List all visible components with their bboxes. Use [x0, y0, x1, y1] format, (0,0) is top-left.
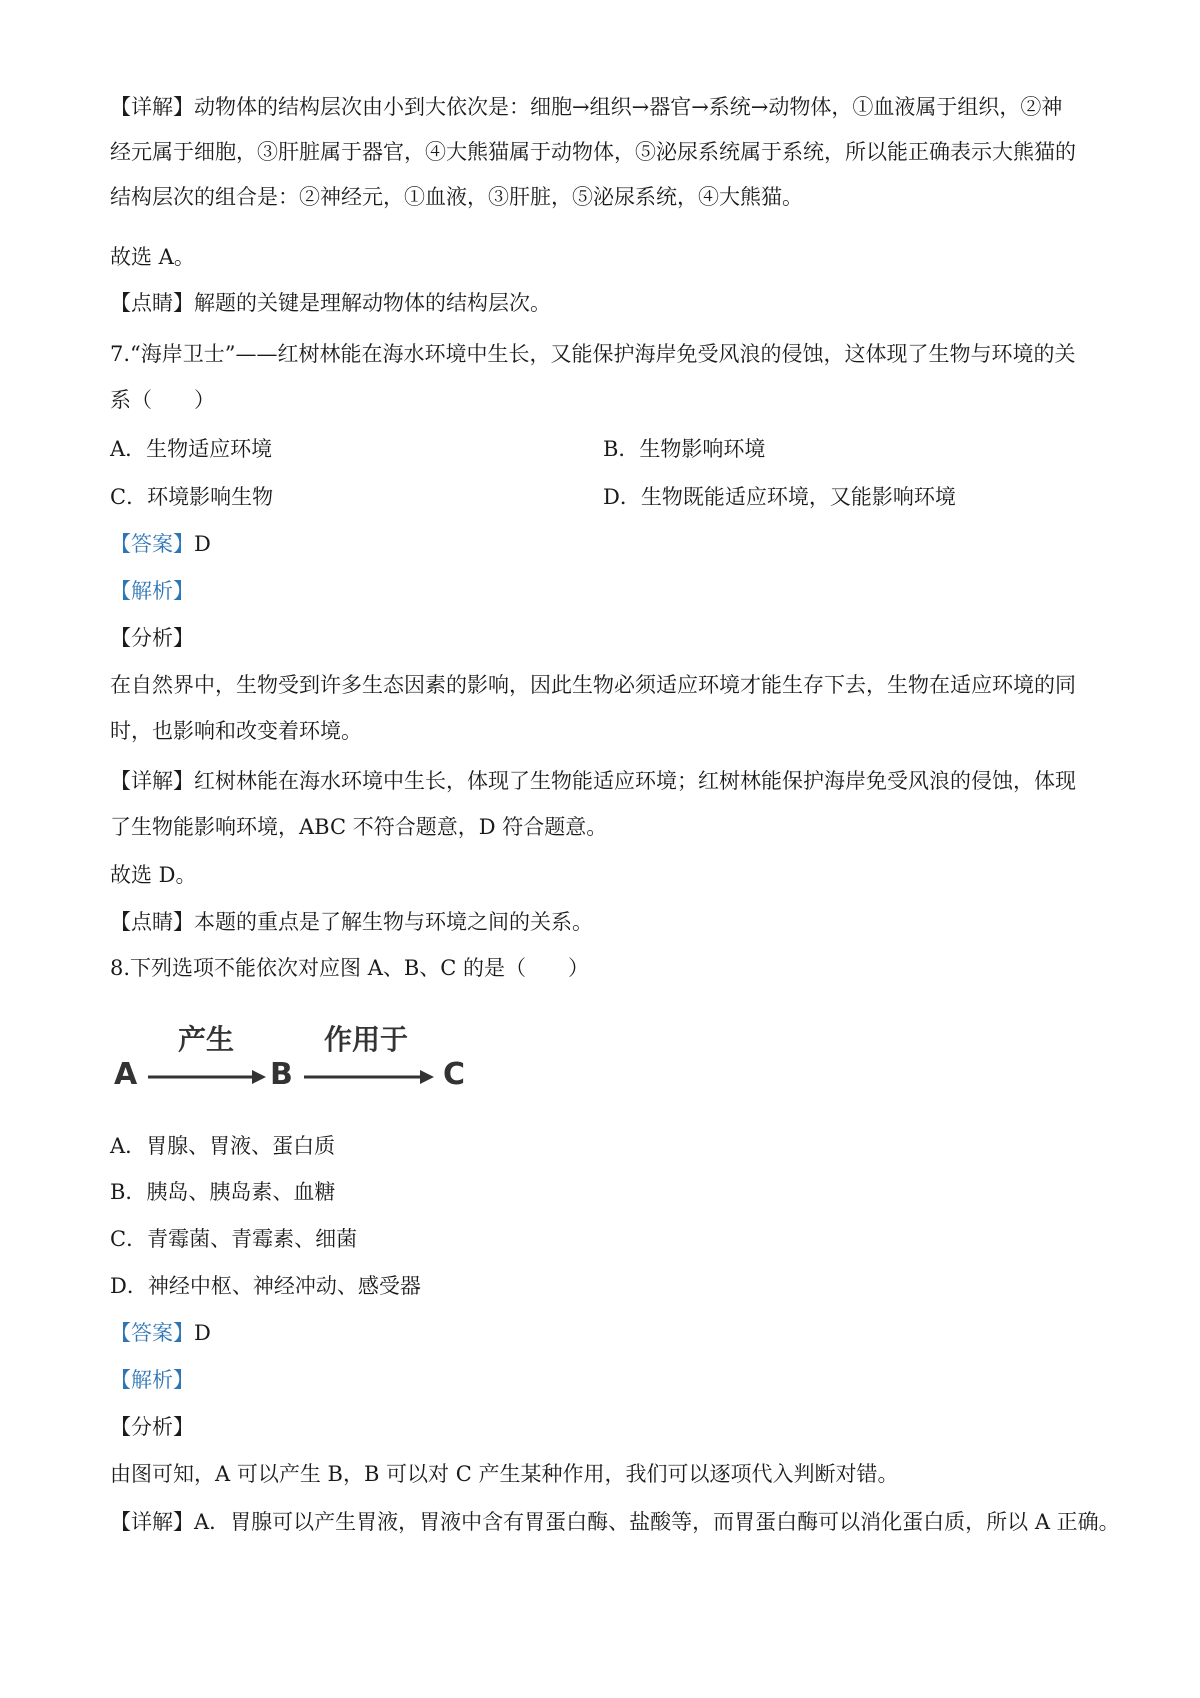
text-line: 时，也影响和改变着环境。	[110, 719, 362, 743]
q7-option-d: D．生物既能适应环境，又能影响环境	[603, 485, 956, 509]
figure-node-b: B	[270, 1057, 293, 1092]
text-line: 故选 A。	[110, 245, 195, 269]
q7-option-a: A．生物适应环境	[110, 437, 273, 461]
q7-option-c: C．环境影响生物	[110, 485, 274, 509]
flow-figure	[108, 1015, 508, 1105]
q8-option-b: B．胰岛、胰岛素、血糖	[110, 1180, 336, 1204]
arrow-right-icon	[304, 1067, 436, 1087]
text-line: 在自然界中，生物受到许多生态因素的影响，因此生物必须适应环境才能生存下去，生物在适应环境的同	[110, 673, 1076, 697]
q8-option-d: D．神经中枢、神经冲动、感受器	[110, 1274, 421, 1298]
q8-fenxi-label: 【分析】	[110, 1415, 194, 1439]
question-7-stem: 7.“海岸卫士”——红树林能在海水环境中生长，又能保护海岸免受风浪的侵蚀，这体现了生物与环境的关	[110, 342, 1076, 366]
q8-answer	[110, 1318, 211, 1348]
text-line: 了生物能影响环境，ABC 不符合题意，D 符合题意。	[110, 815, 608, 839]
answer-label: 【答案】	[110, 532, 194, 556]
text-line: 【详解】动物体的结构层次由小到大依次是：细胞→组织→器官→系统→动物体，①血液属于组织，②神	[110, 95, 1063, 119]
text-line: 由图可知，A 可以产生 B，B 可以对 C 产生某种作用，我们可以逐项代入判断对错。	[110, 1462, 899, 1486]
q7-answer	[110, 529, 211, 559]
question-8-stem: 8.下列选项不能依次对应图 A、B、C 的是（ ）	[110, 956, 590, 980]
q8-option-c: C．青霉菌、青霉素、细菌	[110, 1227, 358, 1251]
figure-node-c: C	[443, 1057, 466, 1092]
text-line: 【点睛】本题的重点是了解生物与环境之间的关系。	[110, 910, 593, 934]
answer-value: D	[194, 532, 211, 556]
text-line: 故选 D。	[110, 863, 197, 887]
text-line: 结构层次的组合是：②神经元，①血液，③肝脏，⑤泌尿系统，④大熊猫。	[110, 185, 803, 209]
figure-arrow1-label: 产生	[178, 1023, 235, 1056]
text-line: 【详解】红树林能在海水环境中生长，体现了生物能适应环境；红树林能保护海岸免受风浪的侵蚀，体现	[110, 769, 1076, 793]
question-7-stem: 系（ ）	[110, 388, 215, 412]
text-line: 经元属于细胞，③肝脏属于器官，④大熊猫属于动物体，⑤泌尿系统属于系统，所以能正确表示大熊猫的	[110, 140, 1076, 164]
q7-fenxi-label: 【分析】	[110, 626, 194, 650]
figure-arrow2-label: 作用于	[324, 1023, 409, 1056]
text-line: 【详解】A．胃腺可以产生胃液，胃液中含有胃蛋白酶、盐酸等，而胃蛋白酶可以消化蛋白质，所以 A 正确。	[110, 1510, 1120, 1534]
q7-jiexi-label: 【解析】	[110, 579, 194, 603]
text-line: 【点睛】解题的关键是理解动物体的结构层次。	[110, 291, 551, 315]
q8-jiexi-label: 【解析】	[110, 1368, 194, 1392]
answer-value: D	[194, 1321, 211, 1345]
figure-node-a: A	[114, 1057, 138, 1092]
q8-option-a: A．胃腺、胃液、蛋白质	[110, 1134, 336, 1158]
answer-label: 【答案】	[110, 1321, 194, 1345]
q7-option-b: B．生物影响环境	[603, 437, 766, 461]
arrow-right-icon	[148, 1067, 268, 1087]
